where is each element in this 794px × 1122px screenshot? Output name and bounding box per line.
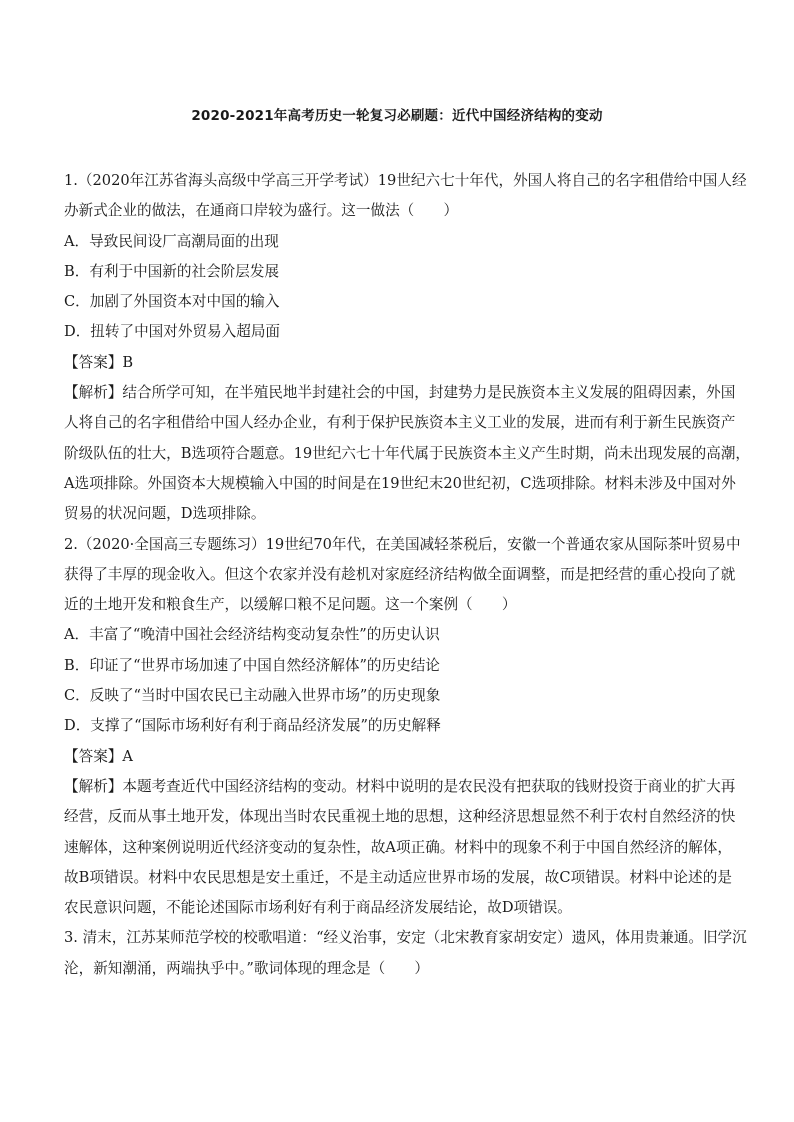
document-title: 2020-2021年高考历史一轮复习必刷题：近代中国经济结构的变动	[191, 108, 603, 124]
question-1	[64, 166, 751, 530]
analysis-line: 速解体，这种案例说明近代经济变动的复杂性，故A项正确。材料中的现象不利于中国自然经济的解体，	[64, 838, 732, 856]
question-stem-line: 沦，新知潮涌，两端执乎中。”歌词体现的理念是（ ）	[64, 959, 430, 977]
question-stem-line: 近的土地开发和粮食生产，以缓解口粮不足问题。这一个案例（ ）	[64, 596, 517, 614]
question-stem-line: 办新式企业的做法，在通商口岸较为盛行。这一做法（ ）	[64, 202, 459, 220]
analysis-line: 故B项错误。材料中农民思想是安土重迁，不是主动适应世界市场的发展，故C项错误。材料中论述的是	[64, 868, 732, 886]
option-a: A．丰富了“晚清中国社会经济结构变动复杂性”的历史认识	[64, 626, 440, 644]
analysis-line: 人将自己的名字租借给中国人经办企业，有利于保护民族资本主义工业的发展，进而有利于新生民族资产	[64, 414, 736, 432]
question-stem-line: 1.（2020年江苏省海头高级中学高三开学考试）19世纪六七十年代，外国人将自己的名字租借给中国人经	[64, 172, 747, 189]
option-d: D．支撑了“国际市场利好有利于商品经济发展”的历史解释	[64, 717, 441, 735]
analysis-line: 【解析】本题考查近代中国经济结构的变动。材料中说明的是农民没有把获取的钱财投资于商业的扩大再	[64, 777, 736, 795]
analysis-line: 农民意识问题，不能论述国际市场利好有利于商品经济发展结论，故D项错误。	[64, 899, 572, 917]
analysis-line: 贸易的状况问题，D选项排除。	[64, 505, 266, 523]
question-3	[64, 923, 747, 984]
analysis-line: A选项排除。外国资本大规模输入中国的时间是在19世纪末20世纪初，C选项排除。材料未涉及中国对外	[64, 474, 736, 492]
analysis-line: 阶级队伍的壮大，B选项符合题意。19世纪六七十年代属于民族资本主义产生时期，尚未出现发展的高潮，	[64, 444, 751, 462]
analysis-line: 经营，反而从事土地开发，体现出当时农民重视土地的思想，这种经济思想显然不利于农村自然经济的快	[64, 808, 736, 826]
answer-line: 【答案】A	[64, 747, 133, 765]
option-c: C．反映了“当时中国农民已主动融入世界市场”的历史现象	[64, 687, 441, 705]
option-b: B．有利于中国新的社会阶层发展	[64, 262, 280, 280]
question-stem-line: 3. 清末，江苏某师范学校的校歌唱道：“经义治事，安定（北宋教育家胡安定）遗风，体用贵兼通。旧学沉	[64, 929, 747, 947]
question-stem-line: 获得了丰厚的现金收入。但这个农家并没有趁机对家庭经济结构做全面调整，而是把经营的重心投向了就	[64, 565, 736, 583]
question-2	[64, 530, 741, 924]
option-a: A．导致民间设厂高潮局面的出现	[64, 232, 279, 250]
analysis-line: 【解析】结合所学可知，在半殖民地半封建社会的中国，封建势力是民族资本主义发展的阻碍因素，外国	[64, 384, 736, 402]
document-body	[64, 166, 751, 984]
question-stem-line: 2.（2020·全国高三专题练习）19世纪70年代，在美国减轻茶税后，安徽一个普通农家从国际茶叶贸易中	[64, 535, 741, 553]
option-b: B．印证了“世界市场加速了中国自然经济解体”的历史结论	[64, 656, 440, 674]
option-c: C．加剧了外国资本对中国的输入	[64, 293, 280, 311]
answer-line: 【答案】B	[64, 353, 134, 371]
option-d: D．扭转了中国对外贸易入超局面	[64, 323, 281, 341]
